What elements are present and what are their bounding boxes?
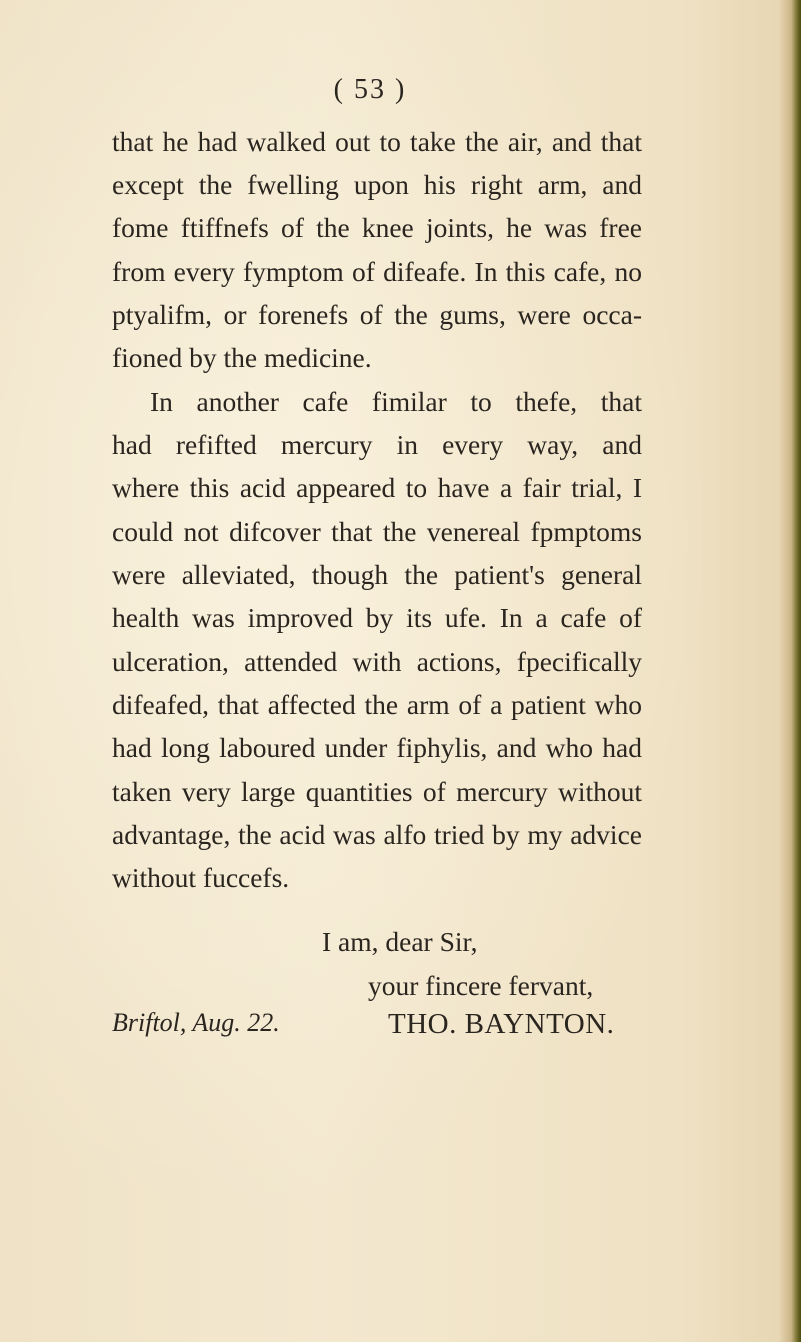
text-line: ulceration, attended with actions, fpecifically <box>112 646 642 677</box>
salutation: I am, dear Sir, <box>322 926 478 957</box>
text-line: without fuccefs. <box>112 862 290 893</box>
page-number: ( 53 ) <box>333 74 407 105</box>
text-line: had long laboured under fiphylis, and who had <box>112 732 642 763</box>
text-line: fioned by the medicine. <box>112 342 372 373</box>
text-line: that he had walked out to take the air, and that <box>112 126 642 157</box>
page-gutter-shadow <box>779 0 801 1342</box>
text-line: taken very large quantities of mercury without <box>112 776 642 807</box>
signature: THO. BAYNTON. <box>388 1008 615 1040</box>
text-line: could not difcover that the venereal fpmptoms <box>112 516 642 547</box>
text-line: from every fymptom of difeafe. In this cafe, no <box>112 256 642 287</box>
text-line: where this acid appeared to have a fair trial, I <box>112 472 642 503</box>
text-line: had refifted mercury in every way, and <box>112 429 642 460</box>
valediction: your fincere fervant, <box>368 970 594 1001</box>
place-date: Briftol, Aug. 22. <box>112 1008 280 1037</box>
text-line: were alleviated, though the patient's general <box>112 559 642 590</box>
text-line: ptyalifm, or forenefs of the gums, were occa- <box>112 299 642 330</box>
text-line: health was improved by its ufe. In a cafe of <box>112 602 642 633</box>
text-line: fome ftiffnefs of the knee joints, he was free <box>112 212 642 243</box>
text-line: difeafed, that affected the arm of a patient who <box>112 689 642 720</box>
text-line: except the fwelling upon his right arm, and <box>112 169 642 200</box>
paragraph-first-line: In another cafe fimilar to thefe, that <box>150 386 642 417</box>
text-line: advantage, the acid was alfo tried by my advice <box>112 819 642 850</box>
